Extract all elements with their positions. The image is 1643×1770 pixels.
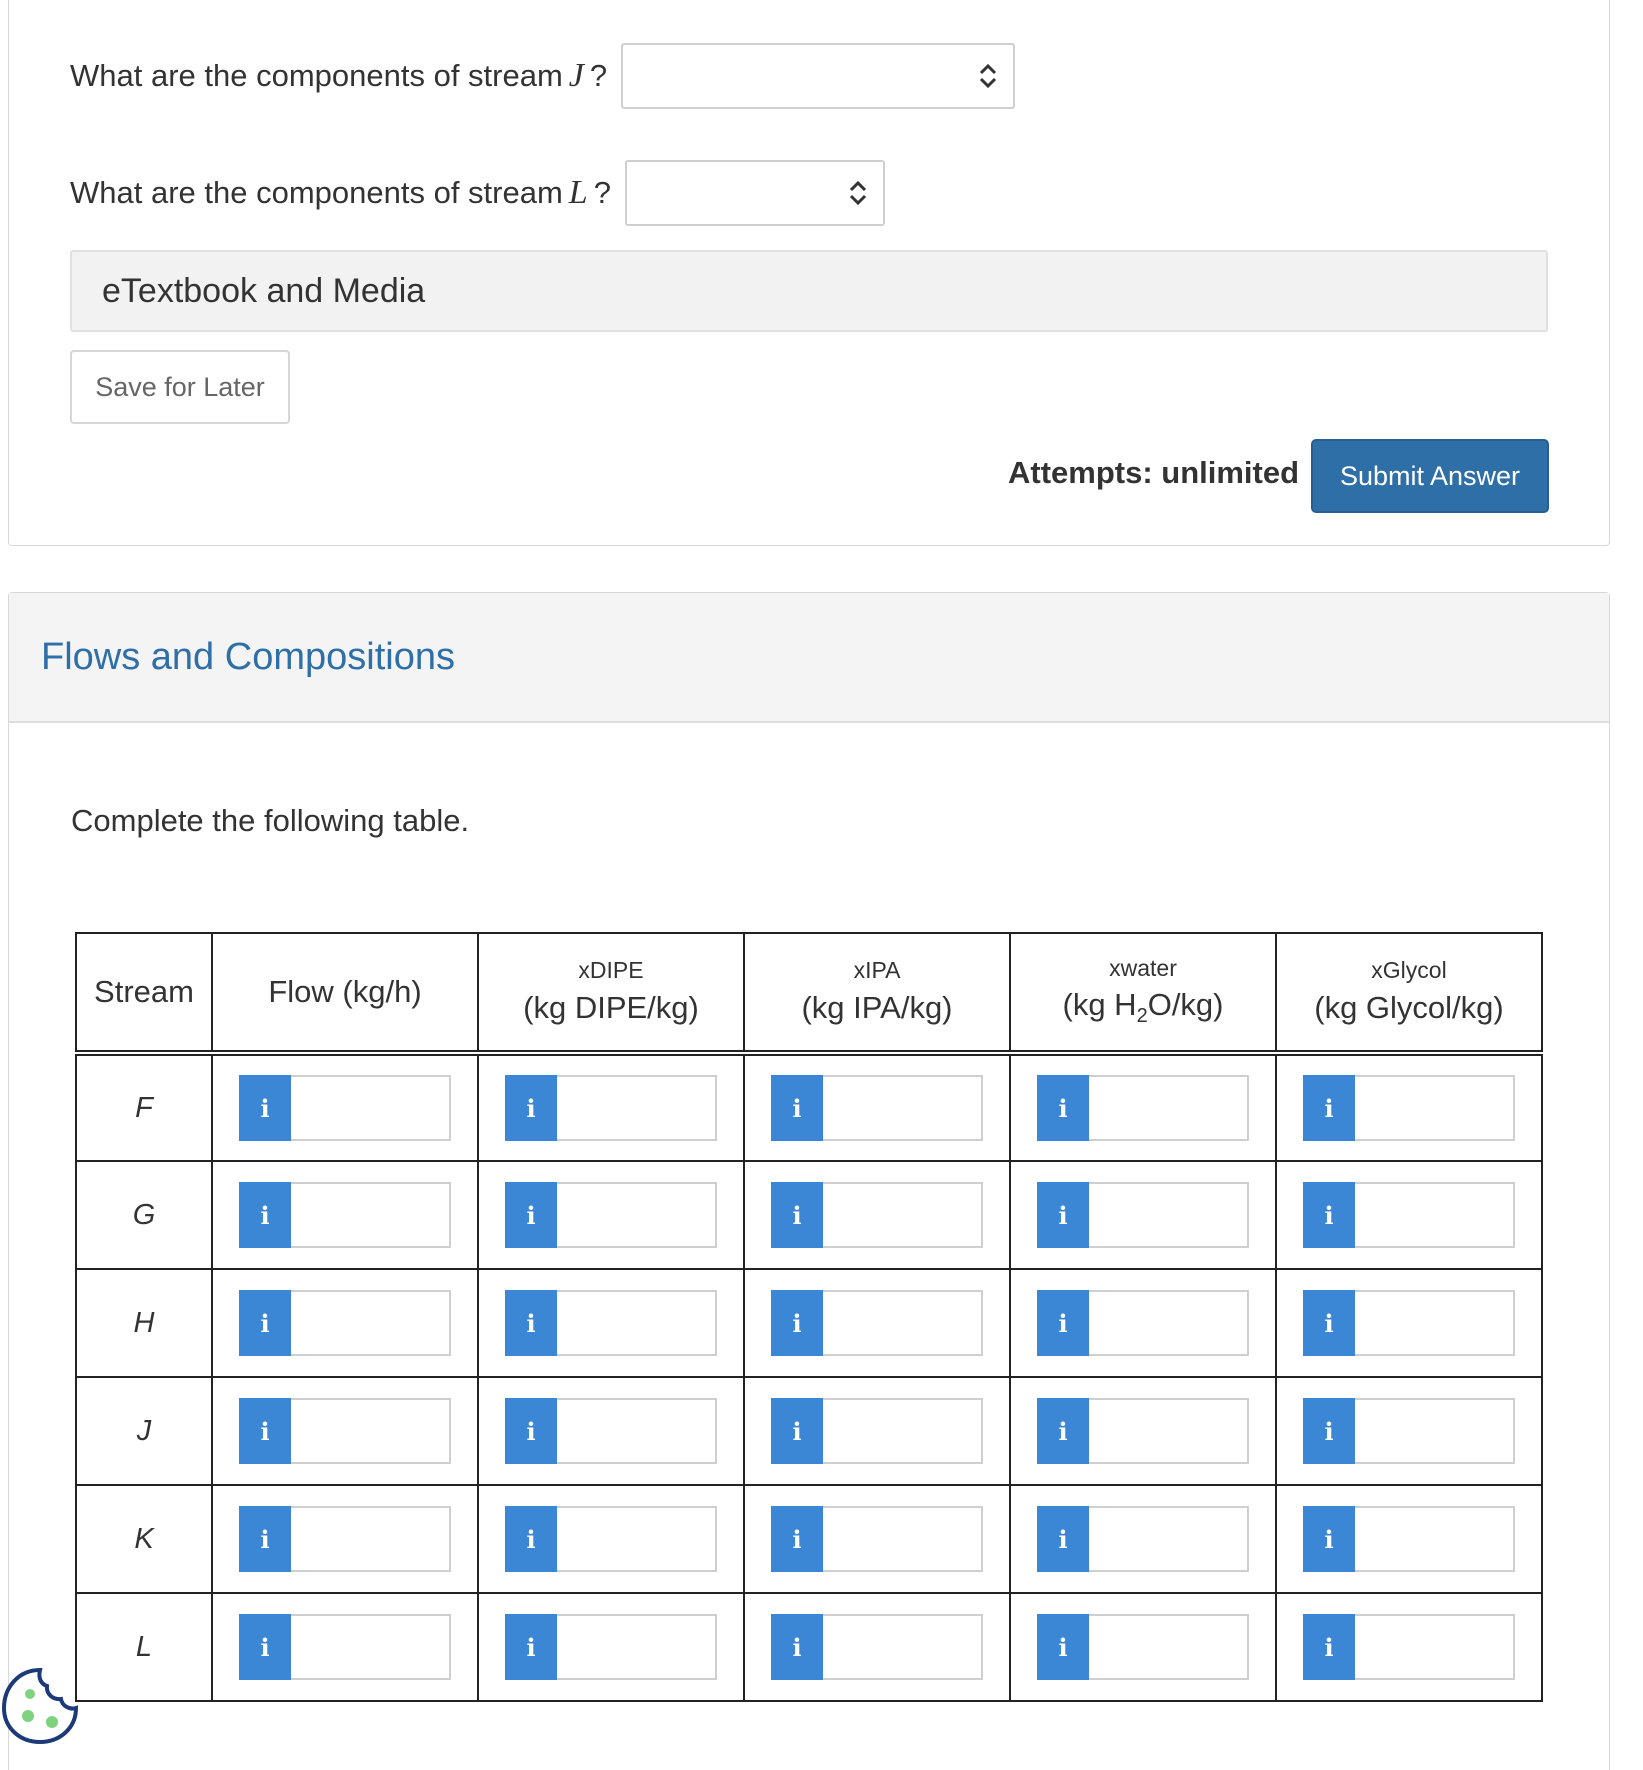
- flow-input[interactable]: [291, 1614, 451, 1680]
- table-row: [76, 1269, 1542, 1377]
- table-cell: [1010, 1269, 1276, 1377]
- x-glycol-input[interactable]: [1355, 1075, 1515, 1141]
- header-x-ipa: xIPA (kg IPA/kg): [744, 933, 1010, 1053]
- table-cell: [1276, 1269, 1542, 1377]
- table-cell: [212, 1377, 478, 1485]
- x-dipe-answer-field: [505, 1398, 717, 1464]
- info-icon[interactable]: i: [771, 1182, 823, 1248]
- section-header: [9, 593, 1609, 723]
- flow-input[interactable]: [291, 1506, 451, 1572]
- table-cell: [1276, 1377, 1542, 1485]
- info-icon[interactable]: i: [239, 1182, 291, 1248]
- stream-l-components-select[interactable]: [625, 160, 885, 226]
- info-icon[interactable]: i: [1037, 1506, 1089, 1572]
- x-glycol-answer-field: [1303, 1290, 1515, 1356]
- x-dipe-input[interactable]: [557, 1506, 717, 1572]
- question-text: What are the components of stream L ?: [70, 174, 611, 211]
- x-ipa-input[interactable]: [823, 1290, 983, 1356]
- x-dipe-input[interactable]: [557, 1075, 717, 1141]
- header-x-glycol: xGlycol (kg Glycol/kg): [1276, 933, 1542, 1053]
- info-icon[interactable]: i: [771, 1075, 823, 1141]
- flow-answer-field: [239, 1506, 451, 1572]
- x-glycol-input[interactable]: [1355, 1398, 1515, 1464]
- x-dipe-input[interactable]: [557, 1614, 717, 1680]
- info-icon[interactable]: i: [505, 1075, 557, 1141]
- table-cell: [744, 1053, 1010, 1161]
- cookie-icon[interactable]: [0, 1664, 80, 1746]
- x-ipa-input[interactable]: [823, 1614, 983, 1680]
- section-title: Flows and Compositions: [41, 635, 455, 678]
- x-water-input[interactable]: [1089, 1614, 1249, 1680]
- info-icon[interactable]: i: [771, 1290, 823, 1356]
- header-x-water: xwater (kg $H_2O/kg$): [1010, 933, 1276, 1053]
- x-dipe-input[interactable]: [557, 1398, 717, 1464]
- table-cell: [1276, 1593, 1542, 1701]
- x-water-answer-field: [1037, 1182, 1249, 1248]
- info-icon[interactable]: i: [1303, 1398, 1355, 1464]
- flow-answer-field: [239, 1182, 451, 1248]
- info-icon[interactable]: i: [771, 1614, 823, 1680]
- table-cell: [744, 1269, 1010, 1377]
- x-water-input[interactable]: [1089, 1075, 1249, 1141]
- info-icon[interactable]: i: [1037, 1290, 1089, 1356]
- info-icon[interactable]: i: [1303, 1290, 1355, 1356]
- x-glycol-input[interactable]: [1355, 1614, 1515, 1680]
- flow-answer-field: [239, 1614, 451, 1680]
- table-cell: [1276, 1053, 1542, 1161]
- x-water-answer-field: [1037, 1290, 1249, 1356]
- stream-label: F: [76, 1053, 212, 1161]
- x-dipe-answer-field: [505, 1506, 717, 1572]
- table-cell: [212, 1485, 478, 1593]
- x-ipa-answer-field: [771, 1398, 983, 1464]
- x-water-answer-field: [1037, 1398, 1249, 1464]
- x-dipe-answer-field: [505, 1290, 717, 1356]
- table-cell: [744, 1161, 1010, 1269]
- question-text: What are the components of stream J ?: [70, 57, 608, 94]
- flow-input[interactable]: [291, 1290, 451, 1356]
- x-ipa-input[interactable]: [823, 1506, 983, 1572]
- etextbook-media-toggle[interactable]: [70, 250, 1548, 332]
- x-ipa-input[interactable]: [823, 1182, 983, 1248]
- stream-label: H: [76, 1269, 212, 1377]
- question-stream-j: [70, 43, 1015, 109]
- x-water-answer-field: [1037, 1614, 1249, 1680]
- table-cell: [1276, 1485, 1542, 1593]
- info-icon[interactable]: i: [505, 1182, 557, 1248]
- x-glycol-answer-field: [1303, 1614, 1515, 1680]
- info-icon[interactable]: i: [1037, 1614, 1089, 1680]
- submit-answer-button[interactable]: Submit Answer: [1311, 439, 1549, 513]
- header-flow: Flow (kg/h): [212, 933, 478, 1053]
- info-icon[interactable]: i: [1037, 1398, 1089, 1464]
- table-row: [76, 1377, 1542, 1485]
- flow-answer-field: [239, 1290, 451, 1356]
- info-icon[interactable]: i: [239, 1398, 291, 1464]
- x-glycol-input[interactable]: [1355, 1506, 1515, 1572]
- info-icon[interactable]: i: [505, 1506, 557, 1572]
- x-dipe-answer-field: [505, 1075, 717, 1141]
- stream-label: J: [76, 1377, 212, 1485]
- table-cell: [478, 1269, 744, 1377]
- etextbook-label: eTextbook and Media: [102, 271, 426, 310]
- x-glycol-answer-field: [1303, 1398, 1515, 1464]
- flows-table: [75, 932, 1543, 1702]
- attempts-label: Attempts: unlimited: [1008, 455, 1300, 490]
- question-stream-l: [70, 160, 885, 226]
- table-cell: [478, 1377, 744, 1485]
- up-down-chevron-icon: [975, 61, 1001, 91]
- info-icon[interactable]: i: [1037, 1182, 1089, 1248]
- flow-answer-field: [239, 1075, 451, 1141]
- table-cell: [478, 1161, 744, 1269]
- table-cell: [1010, 1485, 1276, 1593]
- x-water-input[interactable]: [1089, 1290, 1249, 1356]
- table-cell: [478, 1593, 744, 1701]
- x-ipa-answer-field: [771, 1075, 983, 1141]
- save-for-later-button[interactable]: Save for Later: [70, 350, 290, 424]
- stream-label: L: [76, 1593, 212, 1701]
- x-ipa-input[interactable]: [823, 1398, 983, 1464]
- table-cell: [1010, 1161, 1276, 1269]
- table-cell: [212, 1161, 478, 1269]
- info-icon[interactable]: i: [239, 1614, 291, 1680]
- table-cell: [212, 1269, 478, 1377]
- info-icon[interactable]: i: [771, 1398, 823, 1464]
- info-icon[interactable]: i: [505, 1290, 557, 1356]
- table-cell: [212, 1593, 478, 1701]
- x-ipa-answer-field: [771, 1614, 983, 1680]
- table-cell: [744, 1377, 1010, 1485]
- header-stream: Stream: [76, 933, 212, 1053]
- header-x-dipe: xDIPE (kg DIPE/kg): [478, 933, 744, 1053]
- flow-input[interactable]: [291, 1075, 451, 1141]
- table-cell: [744, 1593, 1010, 1701]
- x-water-input[interactable]: [1089, 1182, 1249, 1248]
- x-dipe-answer-field: [505, 1614, 717, 1680]
- x-water-input[interactable]: [1089, 1506, 1249, 1572]
- x-glycol-answer-field: [1303, 1182, 1515, 1248]
- x-water-answer-field: [1037, 1506, 1249, 1572]
- x-glycol-answer-field: [1303, 1075, 1515, 1141]
- table-row: [76, 1485, 1542, 1593]
- stream-j-components-select[interactable]: [621, 43, 1015, 109]
- info-icon[interactable]: i: [1037, 1075, 1089, 1141]
- x-glycol-answer-field: [1303, 1506, 1515, 1572]
- x-glycol-input[interactable]: [1355, 1182, 1515, 1248]
- x-dipe-answer-field: [505, 1182, 717, 1248]
- stream-label: K: [76, 1485, 212, 1593]
- flow-input[interactable]: [291, 1182, 451, 1248]
- x-water-answer-field: [1037, 1075, 1249, 1141]
- table-row: [76, 1593, 1542, 1701]
- x-water-input[interactable]: [1089, 1398, 1249, 1464]
- x-ipa-input[interactable]: [823, 1075, 983, 1141]
- info-icon[interactable]: i: [505, 1398, 557, 1464]
- info-icon[interactable]: i: [239, 1290, 291, 1356]
- table-cell: [1010, 1593, 1276, 1701]
- up-down-chevron-icon: [845, 178, 871, 208]
- x-ipa-answer-field: [771, 1182, 983, 1248]
- info-icon[interactable]: i: [1303, 1075, 1355, 1141]
- info-icon[interactable]: i: [239, 1075, 291, 1141]
- info-icon[interactable]: i: [239, 1506, 291, 1572]
- table-cell: [478, 1053, 744, 1161]
- table-cell: [1010, 1377, 1276, 1485]
- instructions-text: Complete the following table.: [71, 803, 470, 838]
- x-dipe-input[interactable]: [557, 1290, 717, 1356]
- info-icon[interactable]: i: [505, 1614, 557, 1680]
- stream-label: G: [76, 1161, 212, 1269]
- flow-answer-field: [239, 1398, 451, 1464]
- table-cell: [1276, 1161, 1542, 1269]
- x-glycol-input[interactable]: [1355, 1290, 1515, 1356]
- table-row: [76, 1053, 1542, 1161]
- info-icon[interactable]: i: [1303, 1506, 1355, 1572]
- x-dipe-input[interactable]: [557, 1182, 717, 1248]
- table-row: [76, 1161, 1542, 1269]
- info-icon[interactable]: i: [1303, 1182, 1355, 1248]
- table-cell: [1010, 1053, 1276, 1161]
- info-icon[interactable]: i: [1303, 1614, 1355, 1680]
- flow-input[interactable]: [291, 1398, 451, 1464]
- table-cell: [744, 1485, 1010, 1593]
- table-cell: [478, 1485, 744, 1593]
- x-ipa-answer-field: [771, 1506, 983, 1572]
- info-icon[interactable]: i: [771, 1506, 823, 1572]
- x-ipa-answer-field: [771, 1290, 983, 1356]
- table-cell: [212, 1053, 478, 1161]
